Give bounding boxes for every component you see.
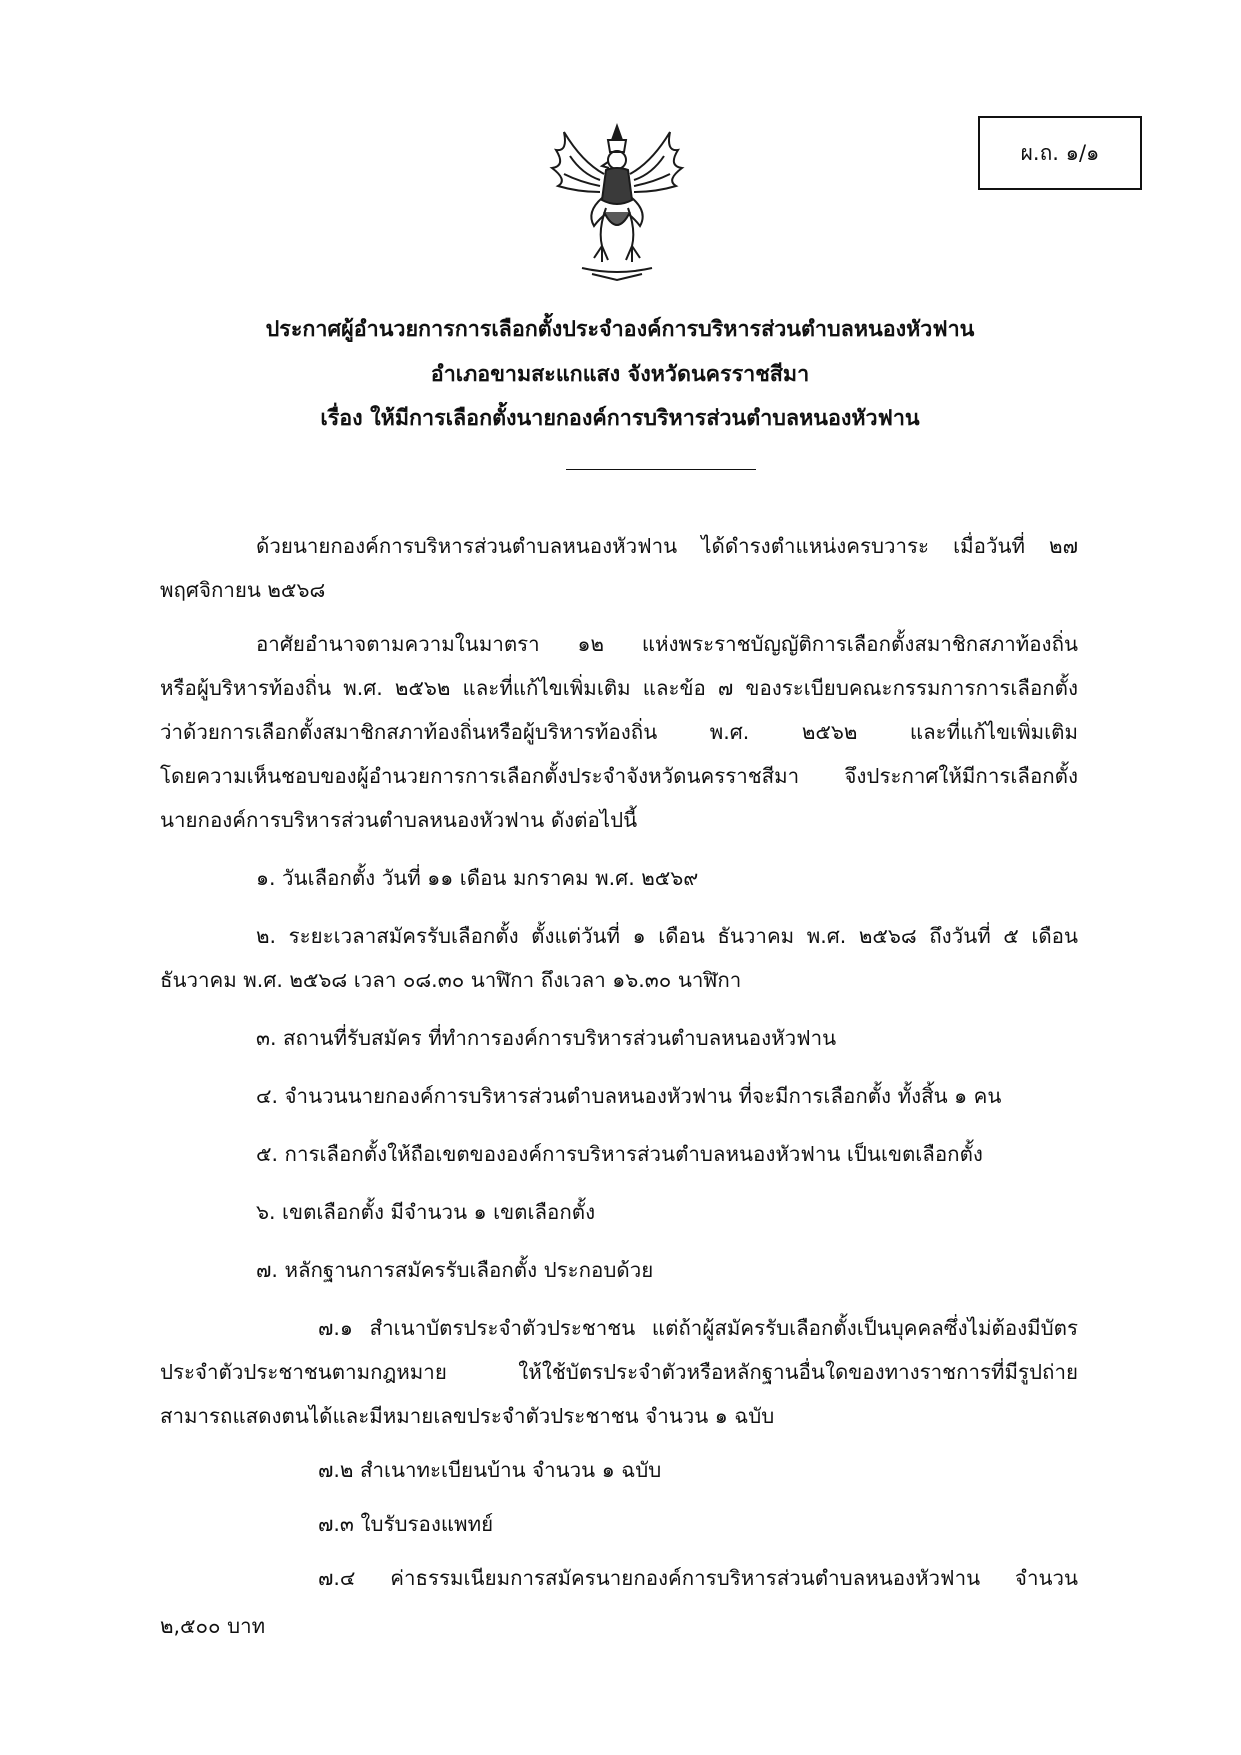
form-code: ผ.ถ. ๑/๑ xyxy=(1020,140,1100,165)
title-line-3: เรื่อง ให้มีการเลือกตั้งนายกองค์การบริหารส่วนตำบลหนองหัวฟาน xyxy=(320,406,920,431)
item-4: ๔. จำนวนนายกองค์การบริหารส่วนตำบลหนองหัวฟาน ที่จะมีการเลือกตั้ง ทั้งสิ้น ๑ คน xyxy=(256,1084,1002,1108)
authority-line-4: โดยความเห็นชอบของผู้อำนวยการการเลือกตั้งประจำจังหวัดนครราชสีมา จึงประกาศให้มีการเลือกตั้ง xyxy=(160,764,1078,788)
item-2-line-2: ธันวาคม พ.ศ. ๒๕๖๘ เวลา ๐๘.๓๐ นาฬิกา ถึงเวลา ๑๖.๓๐ นาฬิกา xyxy=(160,968,742,992)
intro-line-1: ด้วยนายกองค์การบริหารส่วนตำบลหนองหัวฟาน ได้ดำรงตำแหน่งครบวาระ เมื่อวันที่ ๒๗ xyxy=(256,534,1078,558)
authority-line-5: นายกองค์การบริหารส่วนตำบลหนองหัวฟาน ดังต่อไปนี้ xyxy=(160,808,638,832)
title-divider xyxy=(566,469,756,470)
item-7-4-line-2: ๒,๕๐๐ บาท xyxy=(160,1614,266,1638)
title-line-2: อำเภอขามสะแกแสง จังหวัดนครราชสีมา xyxy=(430,362,810,387)
authority-line-3: ว่าด้วยการเลือกตั้งสมาชิกสภาท้องถิ่นหรือผู้บริหารท้องถิ่น พ.ศ. ๒๕๖๒ และที่แก้ไขเพิ่มเติม xyxy=(160,720,1078,744)
item-7-3: ๗.๓ ใบรับรองแพทย์ xyxy=(318,1512,494,1536)
item-7-4-line-1: ๗.๔ ค่าธรรมเนียมการสมัครนายกองค์การบริหารส่วนตำบลหนองหัวฟาน จำนวน xyxy=(318,1566,1078,1590)
item-6: ๖. เขตเลือกตั้ง มีจำนวน ๑ เขตเลือกตั้ง xyxy=(256,1200,596,1224)
form-code-box xyxy=(978,116,1142,190)
item-3: ๓. สถานที่รับสมัคร ที่ทำการองค์การบริหารส่วนตำบลหนองหัวฟาน xyxy=(256,1026,837,1050)
item-7-2: ๗.๒ สำเนาทะเบียนบ้าน จำนวน ๑ ฉบับ xyxy=(318,1458,662,1482)
item-5: ๕. การเลือกตั้งให้ถือเขตขององค์การบริหารส่วนตำบลหนองหัวฟาน เป็นเขตเลือกตั้ง xyxy=(256,1142,983,1166)
item-2-line-1: ๒. ระยะเวลาสมัครรับเลือกตั้ง ตั้งแต่วันที่ ๑ เดือน ธันวาคม พ.ศ. ๒๕๖๘ ถึงวันที่ ๕ เดือน xyxy=(256,924,1078,948)
item-1: ๑. วันเลือกตั้ง วันที่ ๑๑ เดือน มกราคม พ.ศ. ๒๕๖๙ xyxy=(256,866,699,890)
item-7-1-line-1: ๗.๑ สำเนาบัตรประจำตัวประชาชน แต่ถ้าผู้สมัครรับเลือกตั้งเป็นบุคคลซึ่งไม่ต้องมีบัตร xyxy=(318,1316,1078,1340)
garuda-emblem-icon xyxy=(542,122,692,282)
item-7-1-line-3: สามารถแสดงตนได้และมีหมายเลขประจำตัวประชาชน จำนวน ๑ ฉบับ xyxy=(160,1404,775,1428)
item-7-1-line-2: ประจำตัวประชาชนตามกฎหมาย ให้ใช้บัตรประจำตัวหรือหลักฐานอื่นใดของทางราชการที่มีรูปถ่าย xyxy=(160,1360,1078,1384)
item-7: ๗. หลักฐานการสมัครรับเลือกตั้ง ประกอบด้วย xyxy=(256,1258,654,1282)
title-line-1: ประกาศผู้อำนวยการการเลือกตั้งประจำองค์การบริหารส่วนตำบลหนองหัวฟาน xyxy=(265,317,975,342)
intro-line-2: พฤศจิกายน ๒๕๖๘ xyxy=(160,578,326,602)
authority-line-2: หรือผู้บริหารท้องถิ่น พ.ศ. ๒๕๖๒ และที่แก้ไขเพิ่มเติม และข้อ ๗ ของระเบียบคณะกรรมการการเลือกตั้ง xyxy=(160,676,1078,700)
authority-line-1: อาศัยอำนาจตามความในมาตรา ๑๒ แห่งพระราชบัญญัติการเลือกตั้งสมาชิกสภาท้องถิ่น xyxy=(256,632,1078,656)
